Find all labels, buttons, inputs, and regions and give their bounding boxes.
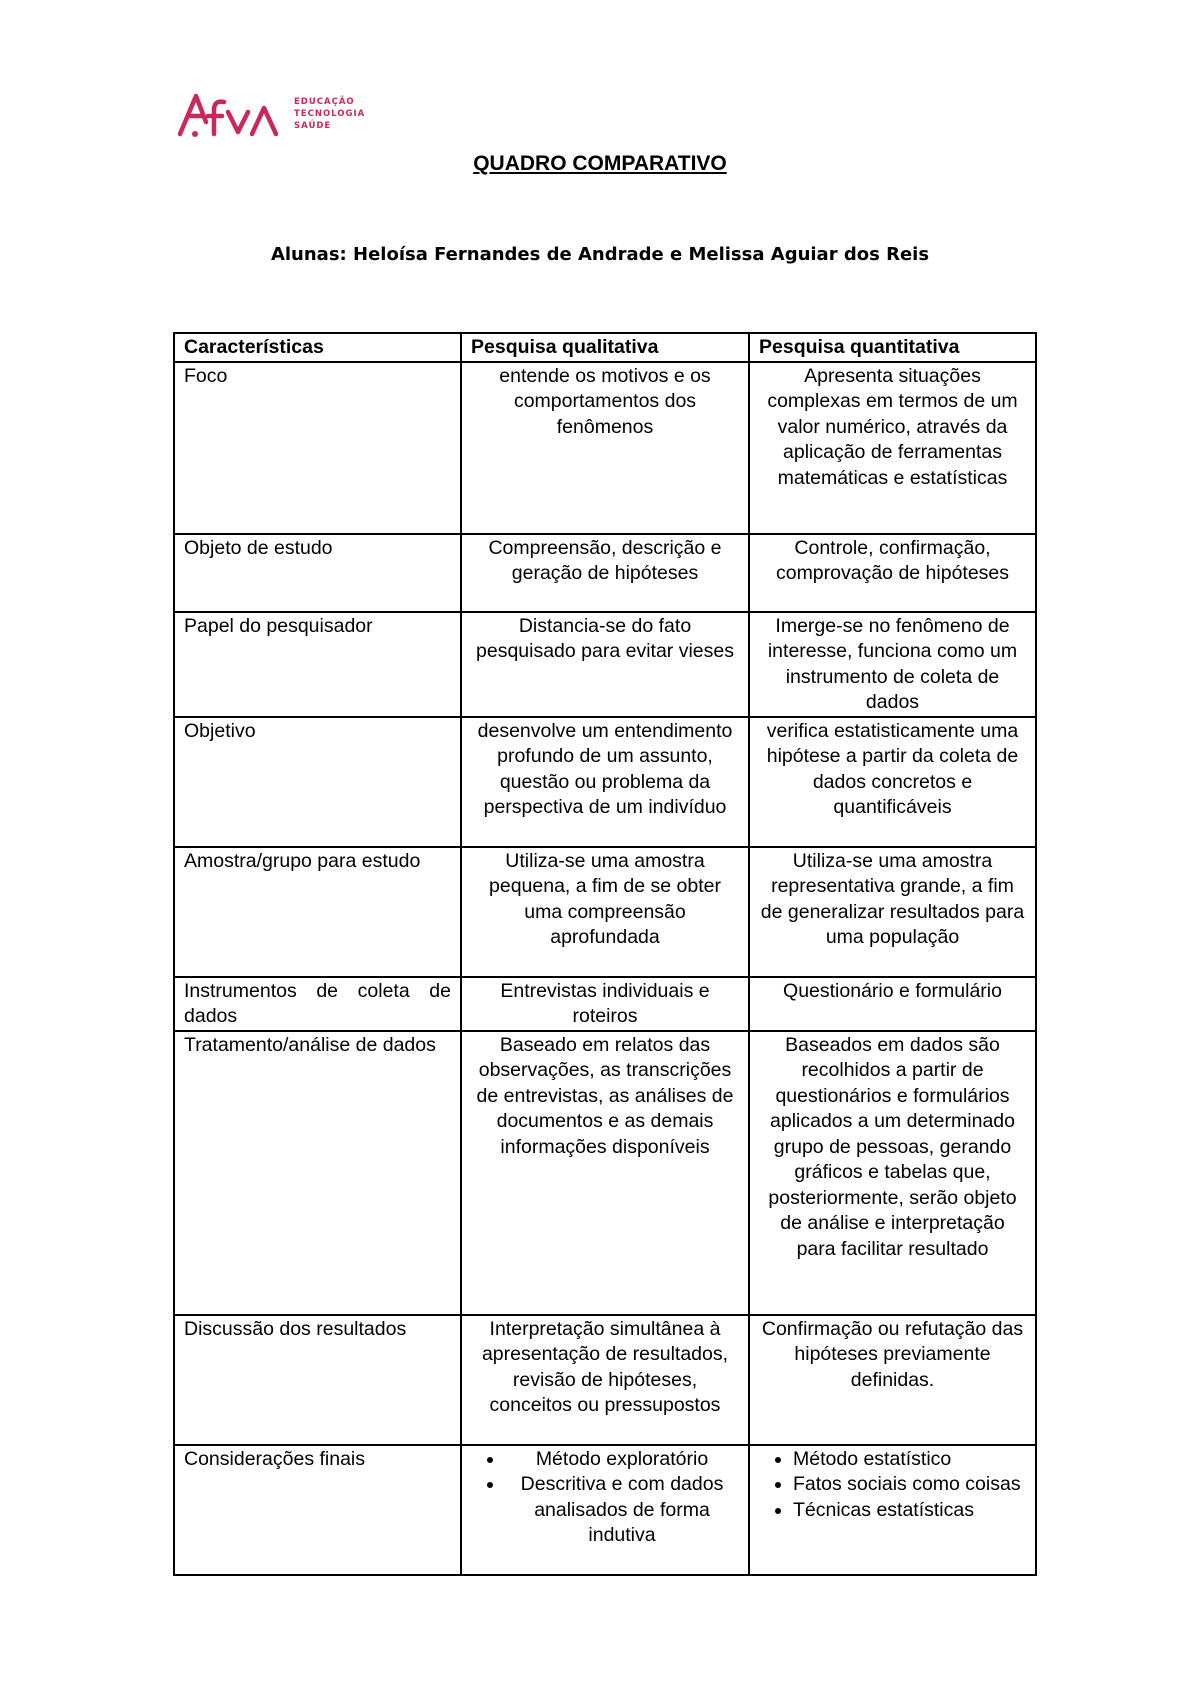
tagline-line: SAÚDE [294, 121, 332, 131]
qualitative-cell: desenvolve um entendimento profundo de um assunto, questão ou problema da perspectiva de um indivíduo [461, 717, 749, 847]
quantitative-cell: Questionário e formulário [749, 977, 1036, 1031]
column-header: Pesquisa qualitativa [461, 333, 749, 362]
qualitative-cell: Baseado em relatos das observações, as transcrições de entrevistas, as análises de documentos e as demais informações disponíveis [461, 1031, 749, 1315]
quantitative-cell: Utiliza-se uma amostra representativa grande, a fim de generalizar resultados para uma população [749, 847, 1036, 977]
list-item: • Método exploratório [505, 1447, 739, 1473]
table-row [174, 1031, 1036, 1315]
document-title: QUADRO COMPARATIVO [473, 152, 727, 175]
list-item: • Técnicas estatísticas [793, 1498, 1026, 1524]
qualitative-cell: Compreensão, descrição e geração de hipóteses [461, 534, 749, 612]
logo [176, 86, 365, 142]
quantitative-cell: Controle, confirmação, comprovação de hipóteses [749, 534, 1036, 612]
table-row [174, 847, 1036, 977]
qualitative-cell: Distancia-se do fato pesquisado para evitar vieses [461, 612, 749, 717]
quantitative-cell: Apresenta situações complexas em termos de um valor numérico, através da aplicação de ferramentas matemáticas e estatísticas [749, 362, 1036, 534]
feature-cell: Instrumentos de coleta de dados [174, 977, 461, 1031]
table-row [174, 612, 1036, 717]
qualitative-cell: Utiliza-se uma amostra pequena, a fim de se obter uma compreensão aprofundada [461, 847, 749, 977]
tagline-line: EDUCAÇÃO [294, 97, 355, 107]
table-row [174, 362, 1036, 534]
qualitative-cell: Entrevistas individuais e roteiros [461, 977, 749, 1031]
qualitative-cell [461, 1445, 749, 1575]
feature-cell: Objetivo [174, 717, 461, 847]
table-row [174, 977, 1036, 1031]
feature-cell: Objeto de estudo [174, 534, 461, 612]
table-header-row [174, 333, 1036, 362]
list-item: • Descritiva e com dados analisados de forma indutiva [505, 1472, 739, 1549]
feature-cell: Considerações finais [174, 1445, 461, 1575]
feature-cell: Foco [174, 362, 461, 534]
bullet-list [471, 1447, 739, 1549]
table-row [174, 534, 1036, 612]
qualitative-cell: Interpretação simultânea à apresentação de resultados, revisão de hipóteses, conceitos ou pressupostos [461, 1315, 749, 1445]
logo-tagline [294, 96, 365, 132]
feature-cell: Amostra/grupo para estudo [174, 847, 461, 977]
list-item: • Fatos sociais como coisas [793, 1472, 1026, 1498]
feature-cell: Tratamento/análise de dados [174, 1031, 461, 1315]
quantitative-cell: Confirmação ou refutação das hipóteses previamente definidas. [749, 1315, 1036, 1445]
quantitative-cell: verifica estatisticamente uma hipótese a partir da coleta de dados concretos e quantificáveis [749, 717, 1036, 847]
comparison-table [173, 332, 1037, 1576]
quantitative-cell [749, 1445, 1036, 1575]
qualitative-cell: entende os motivos e os comportamentos dos fenômenos [461, 362, 749, 534]
feature-cell: Discussão dos resultados [174, 1315, 461, 1445]
column-header: Pesquisa quantitativa [749, 333, 1036, 362]
column-header: Características [174, 333, 461, 362]
table-row-final [174, 1445, 1036, 1575]
table-row [174, 1315, 1036, 1445]
tagline-line: TECNOLOGIA [294, 109, 366, 119]
feature-cell: Papel do pesquisador [174, 612, 461, 717]
list-item: • Método estatístico [793, 1447, 1026, 1473]
table-row [174, 717, 1036, 847]
quantitative-cell: Imerge-se no fenômeno de interesse, funciona como um instrumento de coleta de dados [749, 612, 1036, 717]
afya-logo-icon [176, 86, 286, 142]
bullet-list [759, 1447, 1026, 1524]
authors-line: Alunas: Heloísa Fernandes de Andrade e Melissa Aguiar dos Reis [270, 244, 930, 265]
quantitative-cell: Baseados em dados são recolhidos a partir de questionários e formulários aplicados a um determinado grupo de pessoas, gerando gráficos e tabelas que, posteriormente, serão objeto de análise e interpretação para facilitar resultado [749, 1031, 1036, 1315]
